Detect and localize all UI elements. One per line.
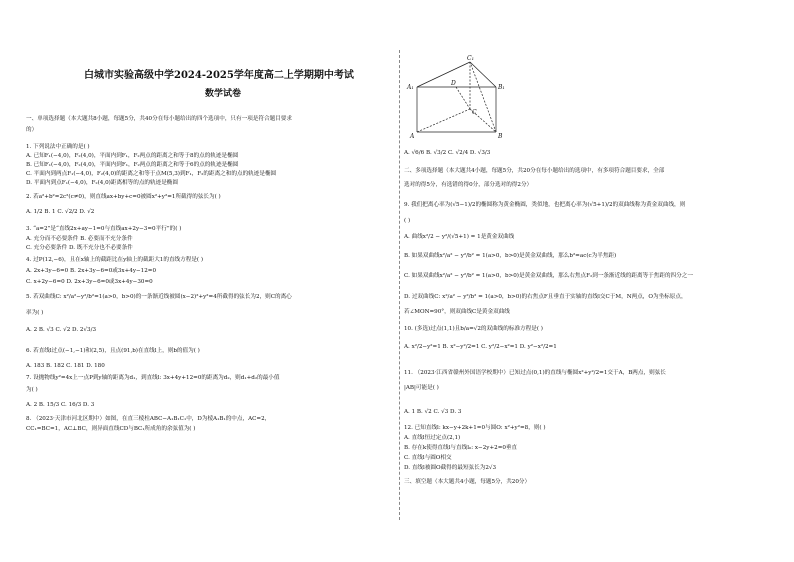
q4-options-ab: A. 2x+3y−6=0 B. 2x+3y−6=0或3x+4y−12=0 [26,268,157,274]
q5-options: A. 2 B. √3 C. √2 D. 2√3/3 [26,327,97,333]
label-b: B [498,133,503,140]
prism-figure [404,54,516,140]
segment-bc1 [470,62,496,132]
edge-a1c1 [417,62,470,87]
label-c: C [472,109,477,116]
q12-option-c: C. 直线l与圆O相交 [404,455,452,461]
exam-subtitle: 数学试卷 [205,89,242,99]
edge-ac [417,109,470,132]
question-12: 12. 已知直线l: kx−y+2k+1=0与圆O: x²+y²=8，则( ) [404,425,546,431]
question-2: 2. 若a²+b²=2c²(c≠0)，则直线ax+by+c=0被圆x²+y²=1所截得的弦长为( ) [26,194,221,200]
exam-title: 白城市实验高级中学2024-2025学年度高二上学期期中考试 [84,70,354,81]
q3-options-ab: A. 充分而不必要条件 B. 必要而不充分条件 [26,236,133,242]
question-1: 1. 下列说法中正确的是( ) [26,144,90,150]
question-7: 7. 设抛物线y²=4x上一点P到y轴的距离为d₁，到直线l: 3x+4y+12=0的距离为d₂，则d₁+d₂的最小值 [26,375,280,381]
q12-option-d: D. 直线l被圆O截得的最短弦长为2√3 [404,465,497,471]
section1-header: 一、单项选择题（本大题共8小题，每题5分，共40分在每小题给出的四个选项中，只有一项是符合题目要求 [26,116,292,122]
section2-header-cont: 选对的得5分，有选错的得0分，部分选对的得2分） [404,182,533,188]
label-a1: A₁ [407,84,414,91]
label-c1: C₁ [467,55,474,62]
q2-options: A. 1/2 B. 1 C. √2/2 D. √2 [26,209,95,215]
q9-option-c: C. 如果双曲线x²/a² − y²/b² = 1(a>0，b>0)是黄金双曲线，那么右焦点F₂到一条渐近线的距离等于焦距的四分之一 [404,273,693,279]
q6-options: A. 183 B. 182 C. 181 D. 180 [26,363,105,369]
section1-header-cont: 的） [26,127,38,133]
question-4: 4. 过P(12,−6)，且在x轴上的截距比在y轴上的截距大1的直线方程是( ) [26,257,204,263]
question-8-cont: CC₁=BC=1，AC⊥BC，则异面直线CD与BC₁所成角的余弦值为( ) [26,426,196,432]
q1-option-d: D. 平面内到点F₁(−4,0)，F₂(4,0)距离相等的点的轨迹是椭圆 [26,180,178,186]
q9-option-a: A. 曲线x²/2 − y²/(√5+1) = 1是黄金双曲线 [404,234,515,240]
edge-c1b1 [470,62,496,87]
question-7-cont: 为( ) [26,387,38,393]
q9-option-d-cont: 若∠MON=90°，则双曲线C是黄金双曲线 [404,309,510,315]
q4-options-cd: C. x+2y−6=0 D. 2x+3y−6=0或3x+4y−30=0 [26,279,153,285]
q11-options: A. 1 B. √2 C. √3 D. 3 [404,409,462,415]
right-column [400,0,794,562]
q12-option-a: A. 直线l恒过定点(2,1) [404,435,461,441]
question-9-cont: ( ) [404,218,411,224]
segment-cd [456,87,470,109]
q1-option-c: C. 平面内到两点F₁(−4,0)，F₂(4,0)的距离之和等于点M(5,3)到F₁，F₂的距离之和的点的轨迹是椭圆 [26,171,277,177]
label-a: A [410,133,415,140]
q9-option-b: B. 如果双曲线x²/a² − y²/b² = 1(a>0，b>0)是黄金双曲线，那么b²=ac(c为半焦距) [404,253,617,259]
q8-options: A. √6/6 B. √3/2 C. √2/4 D. √3/3 [404,150,491,156]
q12-option-b: B. 存在k使得直线l与直线l₀: x−2y+2=0垂直 [404,445,518,451]
q9-option-d: D. 过双曲线C: x²/a² − y²/b² = 1(a>0，b>0)的右焦点F且垂直于实轴的直线l交C于M，N两点，O为坐标原点， [404,294,687,300]
label-b1: B₁ [498,84,505,91]
question-5-cont: 率为( ) [26,310,44,316]
question-3: 3. “a=2”是“直线2x+ay−1=0与直线ax+2y−3=0平行”的( ) [26,226,182,232]
section2-header: 二、多项选择题（本大题共4小题，每题5分，共20分在每小题给出的选项中，有多项符合题目要求，全部 [404,168,665,174]
question-11: 11. （2023·江西省赣州外国语学校期中）已知过点(0,1)的直线与椭圆x²+y²/2=1交于A，B两点，则弦长 [404,370,666,376]
label-d: D [451,80,456,87]
question-9: 9. 我们把离心率为(√5−1)/2的椭圆称为黄金椭圆，类似地，也把离心率为(√5+1)/2的双曲线称为黄金双曲线，则 [404,202,686,208]
section3-header: 三、填空题（本大题共4小题，每题5分，共20分） [404,479,531,485]
q1-option-a: A. 已知F₁(−4,0)，F₂(4,0)，平面内到F₁，F₂两点的距离之和等于8的点的轨迹是椭圆 [26,153,239,159]
question-11-cont: |AB|可能是( ) [404,385,439,391]
question-5: 5. 若双曲线C: x²/a²−y²/b²=1(a>0，b>0)的一条渐近线被圆(x−2)²+y²=4所截得的弦长为2，则C的离心 [26,294,292,300]
question-8: 8. （2023·天津市河北区期中）如图，在直三棱柱ABC−A₁B₁C₁中，D为棱A₁B₁的中点，AC=2， [26,416,271,422]
q10-options: A. x²/2−y²=1 B. x²−y²/2=1 C. y²/2−x²=1 D. y²−x²/2=1 [404,344,557,350]
q1-option-b: B. 已知F₁(−4,0)，F₂(4,0)，平面内到F₁，F₂两点的距离之和等于6的点的轨迹是椭圆 [26,162,239,168]
question-6: 6. 若直线l过点(−1,−1)和(2,5)，且点(91,b)在直线l上，则b的值为( ) [26,348,200,354]
question-10: 10. (多选)过点(1,1)且b/a=√2的双曲线的标准方程是( ) [404,326,543,332]
q7-options: A. 2 B. 15/3 C. 16/3 D. 3 [26,402,95,408]
q3-options-cd: C. 充分必要条件 D. 既不充分也不必要条件 [26,245,133,251]
